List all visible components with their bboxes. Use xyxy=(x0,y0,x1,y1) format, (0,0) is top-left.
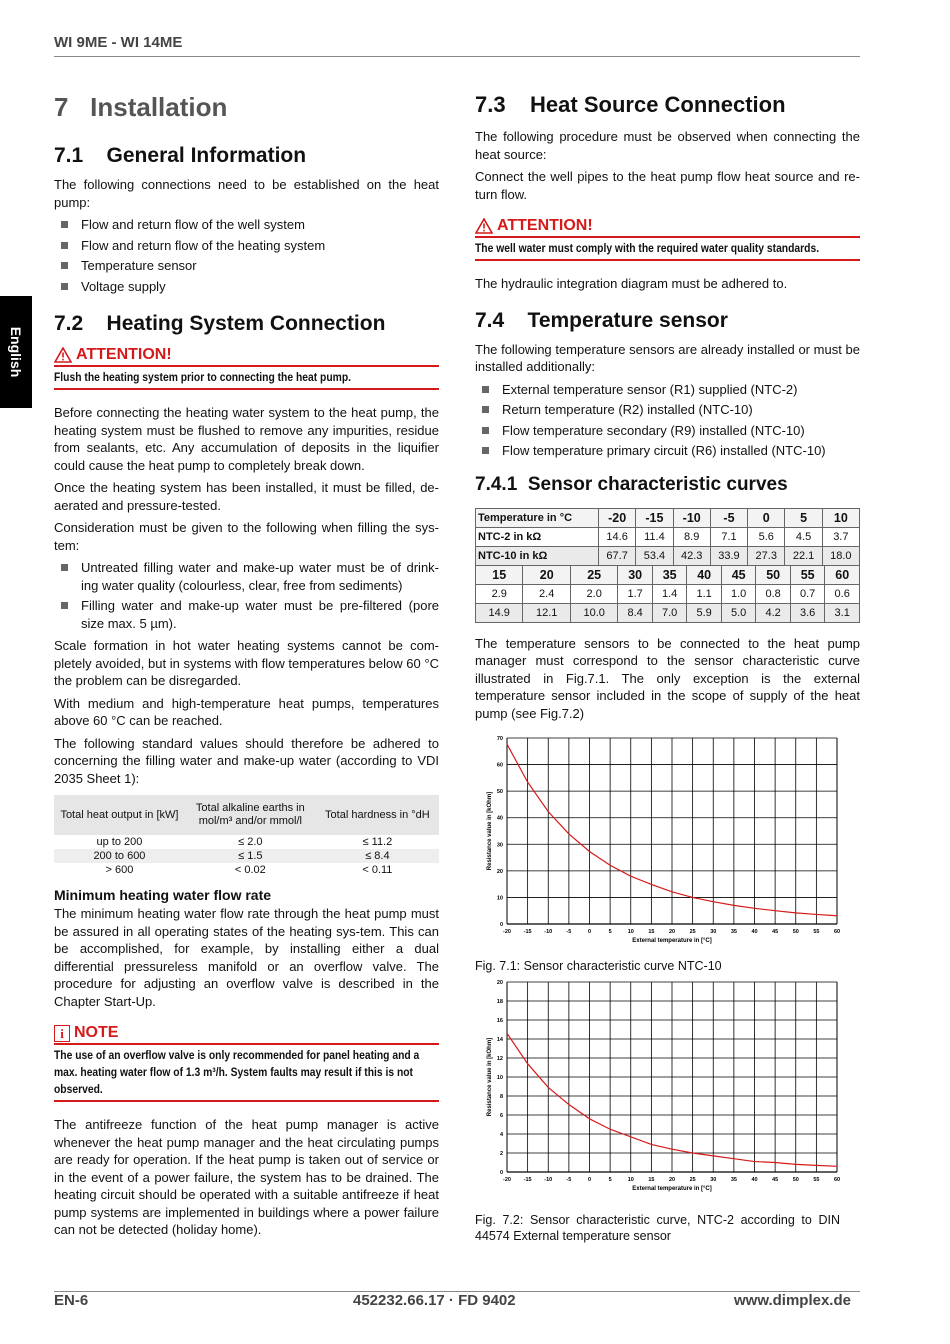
y-axis-label: Resistance value in [kOhm] xyxy=(487,1037,493,1117)
list-item: Voltage supply xyxy=(54,278,439,296)
header-divider xyxy=(54,56,860,57)
table-cell: ≤ 1.5 xyxy=(185,849,316,863)
y-tick-label: 12 xyxy=(496,1056,503,1062)
table-cell: 2.4 xyxy=(523,584,570,603)
table-row xyxy=(54,849,439,863)
table-cell: 1.7 xyxy=(618,584,653,603)
y-tick-label: 60 xyxy=(496,762,503,769)
water-hardness-table xyxy=(54,795,439,877)
table-cell: 1.1 xyxy=(687,584,722,603)
list-item: Flow temperature primary circuit (R6) installed (NTC-10) xyxy=(475,442,860,460)
x-tick-label: 35 xyxy=(730,1177,737,1183)
paragraph: Before connecting the heating water system to the heat pump, the heating system must be flushed to remove any impurities, residue from sealants, etc. Any accumulation of deposits in the liquifier could cause the heat pump to completely break down. xyxy=(54,405,439,473)
paragraph: The following standard values should therefore be adhered to concerning the filling water and make-up water (according to VDI 2035 Sheet 1): xyxy=(54,735,439,786)
table-cell: 14.6 xyxy=(599,527,636,546)
sensor-list xyxy=(475,381,860,460)
section-number: 7.4 xyxy=(475,308,505,332)
x-tick-label: 55 xyxy=(813,929,820,935)
x-tick-label: 40 xyxy=(751,929,758,935)
x-tick-label: 35 xyxy=(730,929,737,935)
table-cell: -5 xyxy=(710,508,747,527)
figure-caption: Fig. 7.2: Sensor characteristic curve, NTC-2 according to DIN 44574 External temperature sensor xyxy=(475,1213,840,1243)
paragraph: Consideration must be given to the following when filling the sys-tem: xyxy=(54,520,439,553)
table-cell: 10 xyxy=(822,508,859,527)
paragraph: Scale formation in hot water heating systems cannot be com-pletely avoided, but in systems with flow temperatures below 60 °C the problem can be disregarded. xyxy=(54,638,439,688)
y-tick-label: 10 xyxy=(496,895,503,902)
y-tick-label: 18 xyxy=(496,999,503,1005)
sensor-curve-table-2 xyxy=(475,565,860,623)
document-header-title: WI 9ME - WI 14ME xyxy=(54,34,183,51)
table-cell: 45 xyxy=(721,565,756,584)
warning-triangle-icon xyxy=(54,347,72,363)
y-tick-label: 20 xyxy=(496,868,503,875)
table-cell: 27.3 xyxy=(748,546,785,565)
right-column xyxy=(475,92,860,1244)
x-tick-label: -20 xyxy=(503,1177,511,1183)
y-tick-label: 70 xyxy=(496,736,503,742)
attention-box xyxy=(54,346,439,390)
section-title: Heating System Connection xyxy=(106,312,386,335)
table-cell: 1.4 xyxy=(652,584,687,603)
paragraph: The temperature sensors to be connected to the heat pump manager must correspond to the sensor characteristic curve illustrated in Fig.7.1. The only exception is the external temperature sensor included in the scope of supply of the heat pump (see Fig.7.2) xyxy=(475,635,860,721)
table-cell: 4.5 xyxy=(785,527,822,546)
table-row xyxy=(476,546,860,565)
ntc2-curve-chart xyxy=(475,978,860,1200)
chapter-number: 7 xyxy=(54,92,69,122)
table-cell: 55 xyxy=(790,565,825,584)
table-cell: 15 xyxy=(476,565,523,584)
note-box xyxy=(54,1024,439,1102)
section-title: Sensor characteristic curves xyxy=(527,473,788,495)
table-cell: up to 200 xyxy=(96,836,143,848)
section-7-4-heading xyxy=(475,309,860,333)
section-number: 7.2 xyxy=(54,312,84,335)
sensor-curve-table-1 xyxy=(475,508,860,566)
x-tick-label: 0 xyxy=(587,1177,592,1183)
x-tick-label: 0 xyxy=(587,929,592,935)
info-icon: i xyxy=(54,1025,70,1042)
paragraph: With medium and high-temperature heat pumps, temperatures above 60 °C can be reached. xyxy=(54,695,439,728)
table-cell: -15 xyxy=(636,508,673,527)
list-item: Untreated filling water and make-up water must be of drink-ing water quality (colourless, clear, free from sediments) xyxy=(54,559,439,594)
x-tick-label: 40 xyxy=(751,1177,758,1183)
y-tick-label: 0 xyxy=(499,922,503,928)
paragraph: The following temperature sensors are already installed or must be installed additionally: xyxy=(475,341,860,374)
y-axis-label: Resistance value in [kOhm] xyxy=(487,791,493,871)
section-7-3-heading xyxy=(475,92,860,122)
x-tick-label: 5 xyxy=(608,929,612,935)
figure-caption: Fig. 7.1: Sensor characteristic curve NTC-10 xyxy=(475,959,722,973)
x-tick-label: 60 xyxy=(833,1177,841,1183)
y-tick-label: 16 xyxy=(496,1018,503,1024)
x-tick-label: -10 xyxy=(544,1177,553,1183)
table-cell: 53.4 xyxy=(636,546,673,565)
table-row xyxy=(476,527,860,546)
table-cell: 8.9 xyxy=(673,527,710,546)
table-row xyxy=(54,835,439,849)
table-cell: -10 xyxy=(673,508,710,527)
x-tick-label: -5 xyxy=(566,1177,572,1183)
chapter-heading xyxy=(54,92,439,134)
table-cell: 11.4 xyxy=(636,527,673,546)
list-item: Flow and return flow of the well system xyxy=(54,216,439,234)
document-number: 452232.66.17 · FD 9402 xyxy=(353,1292,516,1309)
y-tick-label: 4 xyxy=(499,1132,503,1138)
y-tick-label: 0 xyxy=(499,1170,503,1176)
list-item: Flow temperature secondary (R9) installed (NTC-10) xyxy=(475,422,860,440)
row-label: NTC-2 in kΩ xyxy=(476,527,599,546)
table-cell: 5 xyxy=(785,508,822,527)
column-header: Total alkaline earths in mol/m³ and/or mmol/l xyxy=(185,795,316,835)
section-7-1-heading xyxy=(54,144,439,168)
list-item: Return temperature (R2) installed (NTC-10) xyxy=(475,401,860,419)
table-cell: 3.1 xyxy=(825,603,860,622)
table-row xyxy=(54,863,439,877)
table-row xyxy=(476,603,860,622)
paragraph: The following connections need to be established on the heat pump: xyxy=(54,177,439,210)
attention-header xyxy=(54,346,439,367)
connection-list xyxy=(54,216,439,295)
y-tick-label: 20 xyxy=(496,980,503,986)
table-cell: < 0.02 xyxy=(234,864,266,876)
x-tick-label: 55 xyxy=(813,1177,820,1183)
x-tick-label: 30 xyxy=(710,929,717,935)
section-number: 7.4.1 xyxy=(475,473,518,495)
x-tick-label: 20 xyxy=(668,1177,676,1183)
table-cell: 20 xyxy=(523,565,570,584)
warning-triangle-icon xyxy=(475,218,493,234)
y-tick-label: 6 xyxy=(499,1113,503,1119)
left-column xyxy=(54,92,439,1244)
x-tick-label: 50 xyxy=(792,929,799,935)
table-cell: 10.0 xyxy=(570,603,617,622)
y-tick-label: 50 xyxy=(496,789,503,796)
list-item: External temperature sensor (R1) supplied (NTC-2) xyxy=(475,381,860,399)
list-item: Filling water and make-up water must be pre-filtered (pore size max. 5 µm). xyxy=(54,597,439,632)
table-cell: 4.2 xyxy=(756,603,791,622)
paragraph: Connect the well pipes to the heat pump flow heat source and re-turn flow. xyxy=(475,169,860,202)
row-label: Temperature in °C xyxy=(476,508,599,527)
x-tick-label: 45 xyxy=(772,1177,779,1183)
note-text: The use of an overflow valve is only recommended for panel heating and a max. heating water flow of 1.3 m³/h. System faults may result if this is not observed. xyxy=(54,1048,420,1096)
y-tick-label: 8 xyxy=(499,1094,503,1100)
table-cell: 7.0 xyxy=(652,603,687,622)
x-tick-label: 30 xyxy=(710,1177,717,1183)
section-title: Heat Source Connection xyxy=(530,92,786,117)
table-cell: 2.9 xyxy=(476,584,523,603)
table-cell: 1.0 xyxy=(721,584,756,603)
table-cell: 22.1 xyxy=(785,546,822,565)
row-label: NTC-10 in kΩ xyxy=(476,546,599,565)
website-link[interactable]: www.dimplex.de xyxy=(734,1292,851,1309)
section-number: 7.1 xyxy=(54,144,84,167)
x-tick-label: 5 xyxy=(608,1177,612,1183)
x-tick-label: 50 xyxy=(792,1177,799,1183)
table-cell: 2.0 xyxy=(570,584,617,603)
table-cell: 14.9 xyxy=(476,603,523,622)
table-cell: 5.0 xyxy=(721,603,756,622)
paragraph: The hydraulic integration diagram must be adhered to. xyxy=(475,276,788,291)
table-cell: > 600 xyxy=(105,864,134,876)
language-tab[interactable] xyxy=(0,296,32,408)
y-tick-label: 14 xyxy=(496,1037,503,1043)
section-number: 7.3 xyxy=(475,92,506,117)
attention-text: Flush the heating system prior to connecting the heat pump. xyxy=(54,370,352,384)
table-cell: 40 xyxy=(687,565,722,584)
x-tick-label: -15 xyxy=(523,1177,532,1183)
table-cell: 30 xyxy=(618,565,653,584)
subsection-heading: Minimum heating water flow rate xyxy=(54,887,272,903)
table-cell: 200 to 600 xyxy=(54,849,185,863)
x-tick-label: 25 xyxy=(689,929,696,935)
table-cell: 0.8 xyxy=(756,584,791,603)
paragraph: The following procedure must be observed when connecting the heat source: xyxy=(475,129,860,162)
x-axis-label: External temperature in [°C] xyxy=(632,1186,712,1192)
column-header: Total hardness in °dH xyxy=(316,795,439,835)
table-cell: 0.7 xyxy=(790,584,825,603)
x-tick-label: 45 xyxy=(772,929,779,935)
attention-text: The well water must comply with the required water quality standards. xyxy=(475,241,820,255)
section-7-4-1-heading xyxy=(475,474,860,496)
table-cell: -20 xyxy=(599,508,636,527)
table-row xyxy=(476,508,860,527)
x-tick-label: 15 xyxy=(648,929,655,935)
table-cell: 8.4 xyxy=(618,603,653,622)
ntc10-curve-chart xyxy=(475,734,860,944)
table-cell: 33.9 xyxy=(710,546,747,565)
table-row xyxy=(476,584,860,603)
x-tick-label: -5 xyxy=(566,929,572,935)
x-axis-label: External temperature in [°C] xyxy=(632,938,712,944)
x-tick-label: 10 xyxy=(627,929,634,935)
attention-label: ATTENTION! xyxy=(76,346,172,363)
table-cell: 35 xyxy=(652,565,687,584)
attention-header xyxy=(475,217,860,238)
note-label: NOTE xyxy=(74,1024,119,1041)
chapter-title: Installation xyxy=(90,92,228,122)
attention-box xyxy=(475,217,860,261)
language-tab-label: English xyxy=(8,326,24,378)
x-tick-label: -20 xyxy=(503,929,511,935)
y-tick-label: 2 xyxy=(499,1151,503,1157)
filling-list xyxy=(54,559,439,632)
table-cell: 42.3 xyxy=(673,546,710,565)
list-item: Flow and return flow of the heating system xyxy=(54,237,439,255)
x-tick-label: -10 xyxy=(544,929,553,935)
table-cell: 0 xyxy=(748,508,785,527)
column-header: Total heat output in [kW] xyxy=(54,795,185,835)
y-tick-label: 10 xyxy=(496,1075,503,1081)
table-cell: 0.6 xyxy=(825,584,860,603)
x-tick-label: 25 xyxy=(689,1177,696,1183)
x-tick-label: -15 xyxy=(523,929,532,935)
x-tick-label: 15 xyxy=(648,1177,655,1183)
y-tick-label: 30 xyxy=(496,842,503,849)
table-row xyxy=(476,565,860,584)
table-cell: < 0.11 xyxy=(362,864,393,876)
page-number: EN-6 xyxy=(54,1292,89,1309)
table-cell: 5.9 xyxy=(687,603,722,622)
table-cell: ≤ 8.4 xyxy=(316,849,439,863)
section-title: General Information xyxy=(106,144,307,167)
note-header xyxy=(54,1024,439,1045)
table-cell: 50 xyxy=(756,565,791,584)
table-cell: 12.1 xyxy=(523,603,570,622)
section-7-2-heading xyxy=(54,312,439,336)
table-cell: 25 xyxy=(570,565,617,584)
table-cell: 18.0 xyxy=(822,546,859,565)
section-title: Temperature sensor xyxy=(527,308,728,332)
x-tick-label: 10 xyxy=(627,1177,634,1183)
table-cell: 5.6 xyxy=(748,527,785,546)
table-cell: ≤ 2.0 xyxy=(238,836,263,848)
paragraph: Once the heating system has been installed, it must be filled, de-aerated and pressure-tested. xyxy=(54,480,439,513)
table-cell: 67.7 xyxy=(599,546,636,565)
table-cell: 60 xyxy=(825,565,860,584)
table-cell: ≤ 11.2 xyxy=(362,836,393,848)
list-item: Temperature sensor xyxy=(54,257,439,275)
x-tick-label: 20 xyxy=(668,929,676,935)
attention-label: ATTENTION! xyxy=(497,217,593,234)
table-cell: 7.1 xyxy=(710,527,747,546)
x-tick-label: 60 xyxy=(833,929,841,935)
y-tick-label: 40 xyxy=(496,815,503,822)
paragraph: The minimum heating water flow rate through the heat pump must be assured in all operating states of the heating sys-tem. This can be accomplished, for example, by installing either a dual differential pressureless manifold or an overflow valve. The procedure for adjusting an overflow valve is described in the Chapter Start-Up. xyxy=(54,906,439,1009)
table-cell: 3.6 xyxy=(790,603,825,622)
paragraph: The antifreeze function of the heat pump manager is active whenever the heat pump manager and the heat circulating pumps are ready for operation. If the heat pump is taken out of service or in the event of a power failure, the system has to be drained. The heating circuit should be operated with a suitable antifreeze if heat pump systems are implemented in buildings where a power failure can not be detected (holiday home). xyxy=(54,1117,439,1237)
table-cell: 3.7 xyxy=(822,527,859,546)
